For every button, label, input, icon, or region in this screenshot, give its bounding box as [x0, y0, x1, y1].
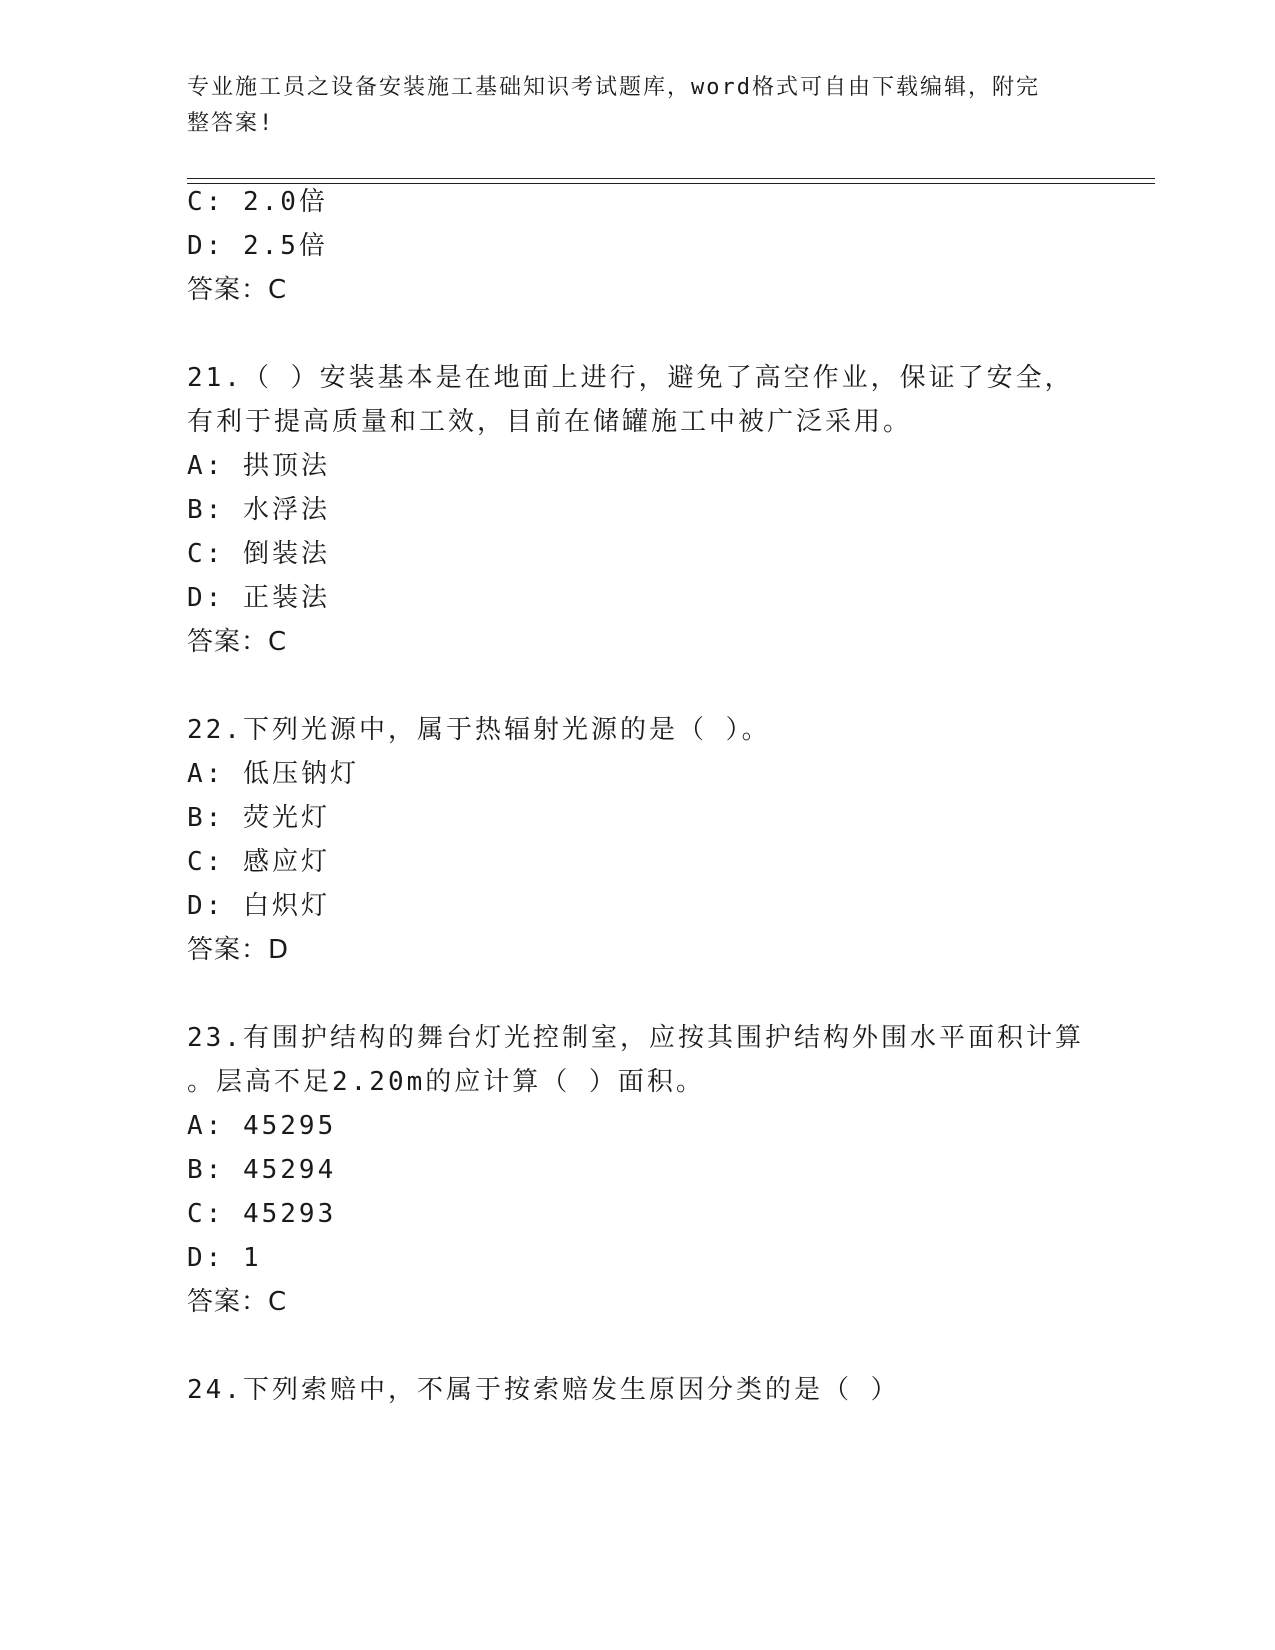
q23-stem-line-2: 。层高不足2.20m的应计算（ ）面积。	[187, 1067, 705, 1097]
q20-option-d: D: 2.5倍	[187, 231, 328, 261]
q22-option-d: D: 白炽灯	[187, 891, 330, 921]
q22-option-b: B: 荧光灯	[187, 803, 330, 833]
q20-option-c: C: 2.0倍	[187, 187, 328, 217]
q22-option-c: C: 感应灯	[187, 847, 330, 877]
q20-answer: 答案：C	[187, 275, 288, 305]
q21-option-b: B: 水浮法	[187, 495, 330, 525]
q21-option-d: D: 正装法	[187, 583, 330, 613]
q22-stem: 22.下列光源中，属于热辐射光源的是（ ）。	[187, 715, 771, 745]
q23-option-c: C: 45293	[187, 1199, 337, 1229]
q23-stem-line-1: 23.有围护结构的舞台灯光控制室，应按其围护结构外围水平面积计算	[187, 1023, 1084, 1053]
q23-option-b: B: 45294	[187, 1155, 337, 1185]
q24-stem: 24.下列索赔中，不属于按索赔发生原因分类的是（ ）	[187, 1375, 900, 1405]
q21-stem-line-1: 21.（ ）安装基本是在地面上进行，避免了高空作业，保证了安全，	[187, 363, 1074, 393]
q21-stem-line-2: 有利于提高质量和工效，目前在储罐施工中被广泛采用。	[187, 407, 913, 437]
header-divider-bottom	[187, 183, 1155, 184]
q21-option-c: C: 倒装法	[187, 539, 330, 569]
q21-answer: 答案：C	[187, 627, 288, 657]
header-divider-top	[187, 178, 1155, 179]
q22-answer: 答案：D	[187, 935, 290, 965]
q21-option-a: A: 拱顶法	[187, 451, 330, 481]
header-line-1: 专业施工员之设备安装施工基础知识考试题库，word格式可自由下载编辑，附完	[187, 75, 1040, 100]
q23-option-d: D: 1	[187, 1243, 262, 1273]
document-header	[187, 70, 1067, 142]
q23-option-a: A: 45295	[187, 1111, 337, 1141]
q23-answer: 答案：C	[187, 1287, 288, 1317]
header-line-2: 整答案!	[187, 111, 275, 136]
q22-option-a: A: 低压钠灯	[187, 759, 359, 789]
